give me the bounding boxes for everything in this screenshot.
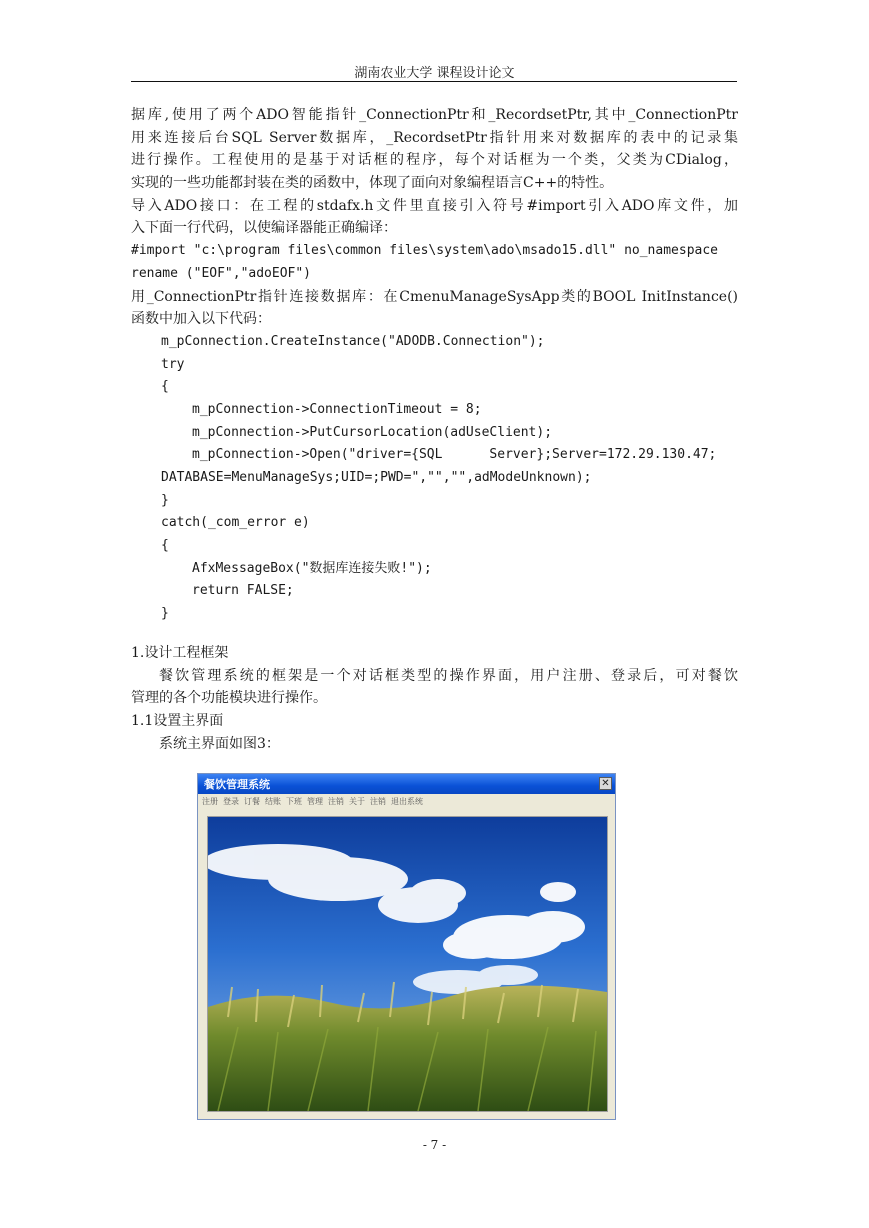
paragraph-line: 餐饮管理系统的框架是一个对话框类型的操作界面，用户注册、登录后，可对餐饮 [159,667,738,684]
import-line: #import "c:\program files\common files\system\ado\msado15.dll" no_namespace [131,243,718,259]
menu-item-register[interactable]: 注册 [202,797,218,806]
paragraph-line: 用_ConnectionPtr指针连接数据库：在CmenuManageSysApp类的BOOL InitInstance() [131,288,738,305]
code-line: } [161,492,169,508]
code-line: m_pConnection.CreateInstance("ADODB.Connection"); [161,333,545,349]
paragraph-line: 进行操作。工程使用的是基于对话框的程序，每个对话框为一个类，父类为CDialog， [131,152,738,169]
paragraph-line: 实现的一些功能都封装在类的函数中，体现了面向对象编程语言C++的特性。 [131,175,614,192]
app-screenshot-window [197,773,616,1120]
document-body [131,104,738,755]
paragraph-line: 函数中加入以下代码： [131,311,271,328]
paragraph-line: 据库,使用了两个ADO智能指针_ConnectionPtr和_RecordsetPtr,其中_ConnectionPtr [131,107,738,123]
menu-item-logout-2[interactable]: 注销 [370,797,386,806]
code-line: m_pConnection->PutCursorLocation(adUseClient); [192,424,553,440]
spacer [131,626,738,642]
paragraph-line: 管理的各个功能模块进行操作。 [131,690,327,707]
window-titlebar [198,774,615,794]
paragraph-line: 系统主界面如图3： [159,735,280,752]
menu-item-manage[interactable]: 管理 [307,797,323,806]
menu-item-logout[interactable]: 注销 [328,797,344,806]
paragraph-line: 用来连接后台SQL Server数据库，_RecordsetPtr指针用来对数据库的表中的记录集 [131,129,738,146]
section-heading: 1.设计工程框架 [131,644,229,661]
close-icon: ✕ [601,778,610,789]
menu-item-about[interactable]: 关于 [349,797,365,806]
header-rule [131,81,737,82]
menu-bar [198,794,615,809]
section-heading: 1.1设置主界面 [131,712,224,729]
menu-item-exit[interactable]: 退出系统 [391,797,423,806]
wheat-field-image [207,816,608,1112]
code-line: m_pConnection->ConnectionTimeout = 8; [192,401,482,417]
page-number: - 7 - [422,1138,447,1152]
menu-item-order[interactable]: 订餐 [244,797,260,806]
menu-item-offduty[interactable]: 下班 [286,797,302,806]
paragraph-line: 导入ADO接口：在工程的stdafx.h文件里直接引入符号#import引入ADO库文件，加 [131,197,738,214]
window-title: 餐饮管理系统 [204,778,270,791]
code-line: return FALSE; [192,583,294,599]
paragraph-line: 入下面一行代码，以使编译器能正确编译： [131,220,397,237]
code-line: catch(_com_error e) [161,515,310,531]
menu-item-checkout[interactable]: 结账 [265,797,281,806]
code-line: DATABASE=MenuManageSys;UID=;PWD=","","",adModeUnknown); [161,470,592,485]
code-line: { [161,379,169,395]
code-line: AfxMessageBox("数据库连接失败!"); [192,560,432,576]
page-header-title: 湖南农业大学 课程设计论文 [354,66,515,81]
code-line: } [161,606,169,622]
close-button[interactable] [599,777,612,790]
code-line: { [161,538,169,554]
code-line: try [161,356,185,372]
code-line: m_pConnection->Open("driver={SQL Server};Server=172.29.130.47; [192,447,717,463]
import-line: rename ("EOF","adoEOF") [131,265,312,281]
menu-item-login[interactable]: 登录 [223,797,239,806]
